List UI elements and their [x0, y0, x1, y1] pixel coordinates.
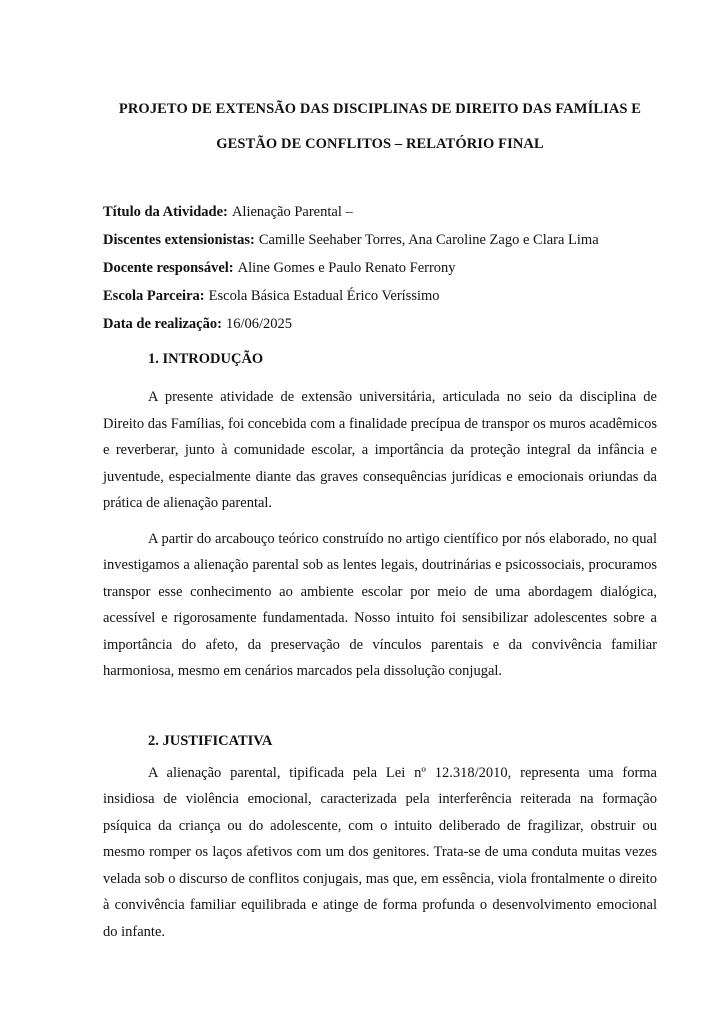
metadata-value: 16/06/2025 [225, 316, 293, 332]
metadata-line-data [103, 310, 657, 338]
paragraph-justificativa-1: A alienação parental, tipificada pela Lei nº 12.318/2010, representa uma forma insidiosa de violência emocional, caracterizada pela interferência reiterada na formação psíquica da criança ou do adolescente, com o intuito deliberado de fragilizar, obstruir ou mesmo romper os laços afetivos com um dos genitores. Trata-se de uma conduta muitas vezes velada sob o discurso de conflitos conjugais, mas que, em essência, viola frontalmente o direito à convivência familiar equilibrada e atinge de forma profunda o desenvolvimento emocional do infante. [103, 764, 657, 940]
paragraph-intro-1: A presente atividade de extensão universitária, articulada no seio da disciplina de Direito das Famílias, foi concebida com a finalidade precípua de transpor os muros acadêmicos e reverberar, junto à comunidade escolar, a importância da proteção integral da infância e juventude, especialmente diante das graves consequências jurídicas e emocionais oriundas da prática de alienação parental. [103, 389, 657, 511]
section-heading-introducao: 1. INTRODUÇÃO [148, 351, 264, 367]
metadata-label: Título da Atividade: [103, 204, 228, 220]
metadata-value: Escola Básica Estadual Érico Veríssimo [208, 288, 440, 304]
metadata-label: Escola Parceira: [103, 288, 205, 304]
document-title-line-2: GESTÃO DE CONFLITOS – RELATÓRIO FINAL [216, 136, 544, 152]
metadata-value: Camille Seehaber Torres, Ana Caroline Zago e Clara Lima [258, 232, 599, 248]
document-title [103, 92, 657, 162]
metadata-line-docente [103, 254, 657, 282]
metadata-label: Docente responsável: [103, 260, 234, 276]
section-justificativa [103, 728, 657, 946]
metadata-label: Data de realização: [103, 316, 222, 332]
paragraph-intro-2: A partir do arcabouço teórico construído no artigo científico por nós elaborado, no qual investigamos a alienação parental sob as lentes legais, doutrinárias e psicossociais, procuramos transpor esse conhecimento ao ambiente escolar por meio de uma abordagem dialógica, acessível e rigorosamente fundamentada. Nosso intuito foi sensibilizar adolescentes sobre a importância do afeto, da preservação de vínculos parentais e da convivência familiar harmoniosa, mesmo em cenários marcados pela dissolução conjugal. [103, 530, 657, 679]
section-introducao [103, 346, 657, 685]
section-heading-justificativa: 2. JUSTIFICATIVA [148, 732, 273, 749]
metadata-value: Alienação Parental – [231, 204, 353, 220]
metadata-value: Aline Gomes e Paulo Renato Ferrony [237, 260, 456, 276]
metadata-line-titulo-atividade [103, 198, 657, 226]
metadata-label: Discentes extensionistas: [103, 232, 255, 248]
metadata-line-discentes [103, 226, 657, 254]
metadata-line-escola [103, 282, 657, 310]
metadata-block [103, 198, 657, 338]
document-title-line-1: PROJETO DE EXTENSÃO DAS DISCIPLINAS DE DIREITO DAS FAMÍLIAS E [118, 101, 642, 117]
